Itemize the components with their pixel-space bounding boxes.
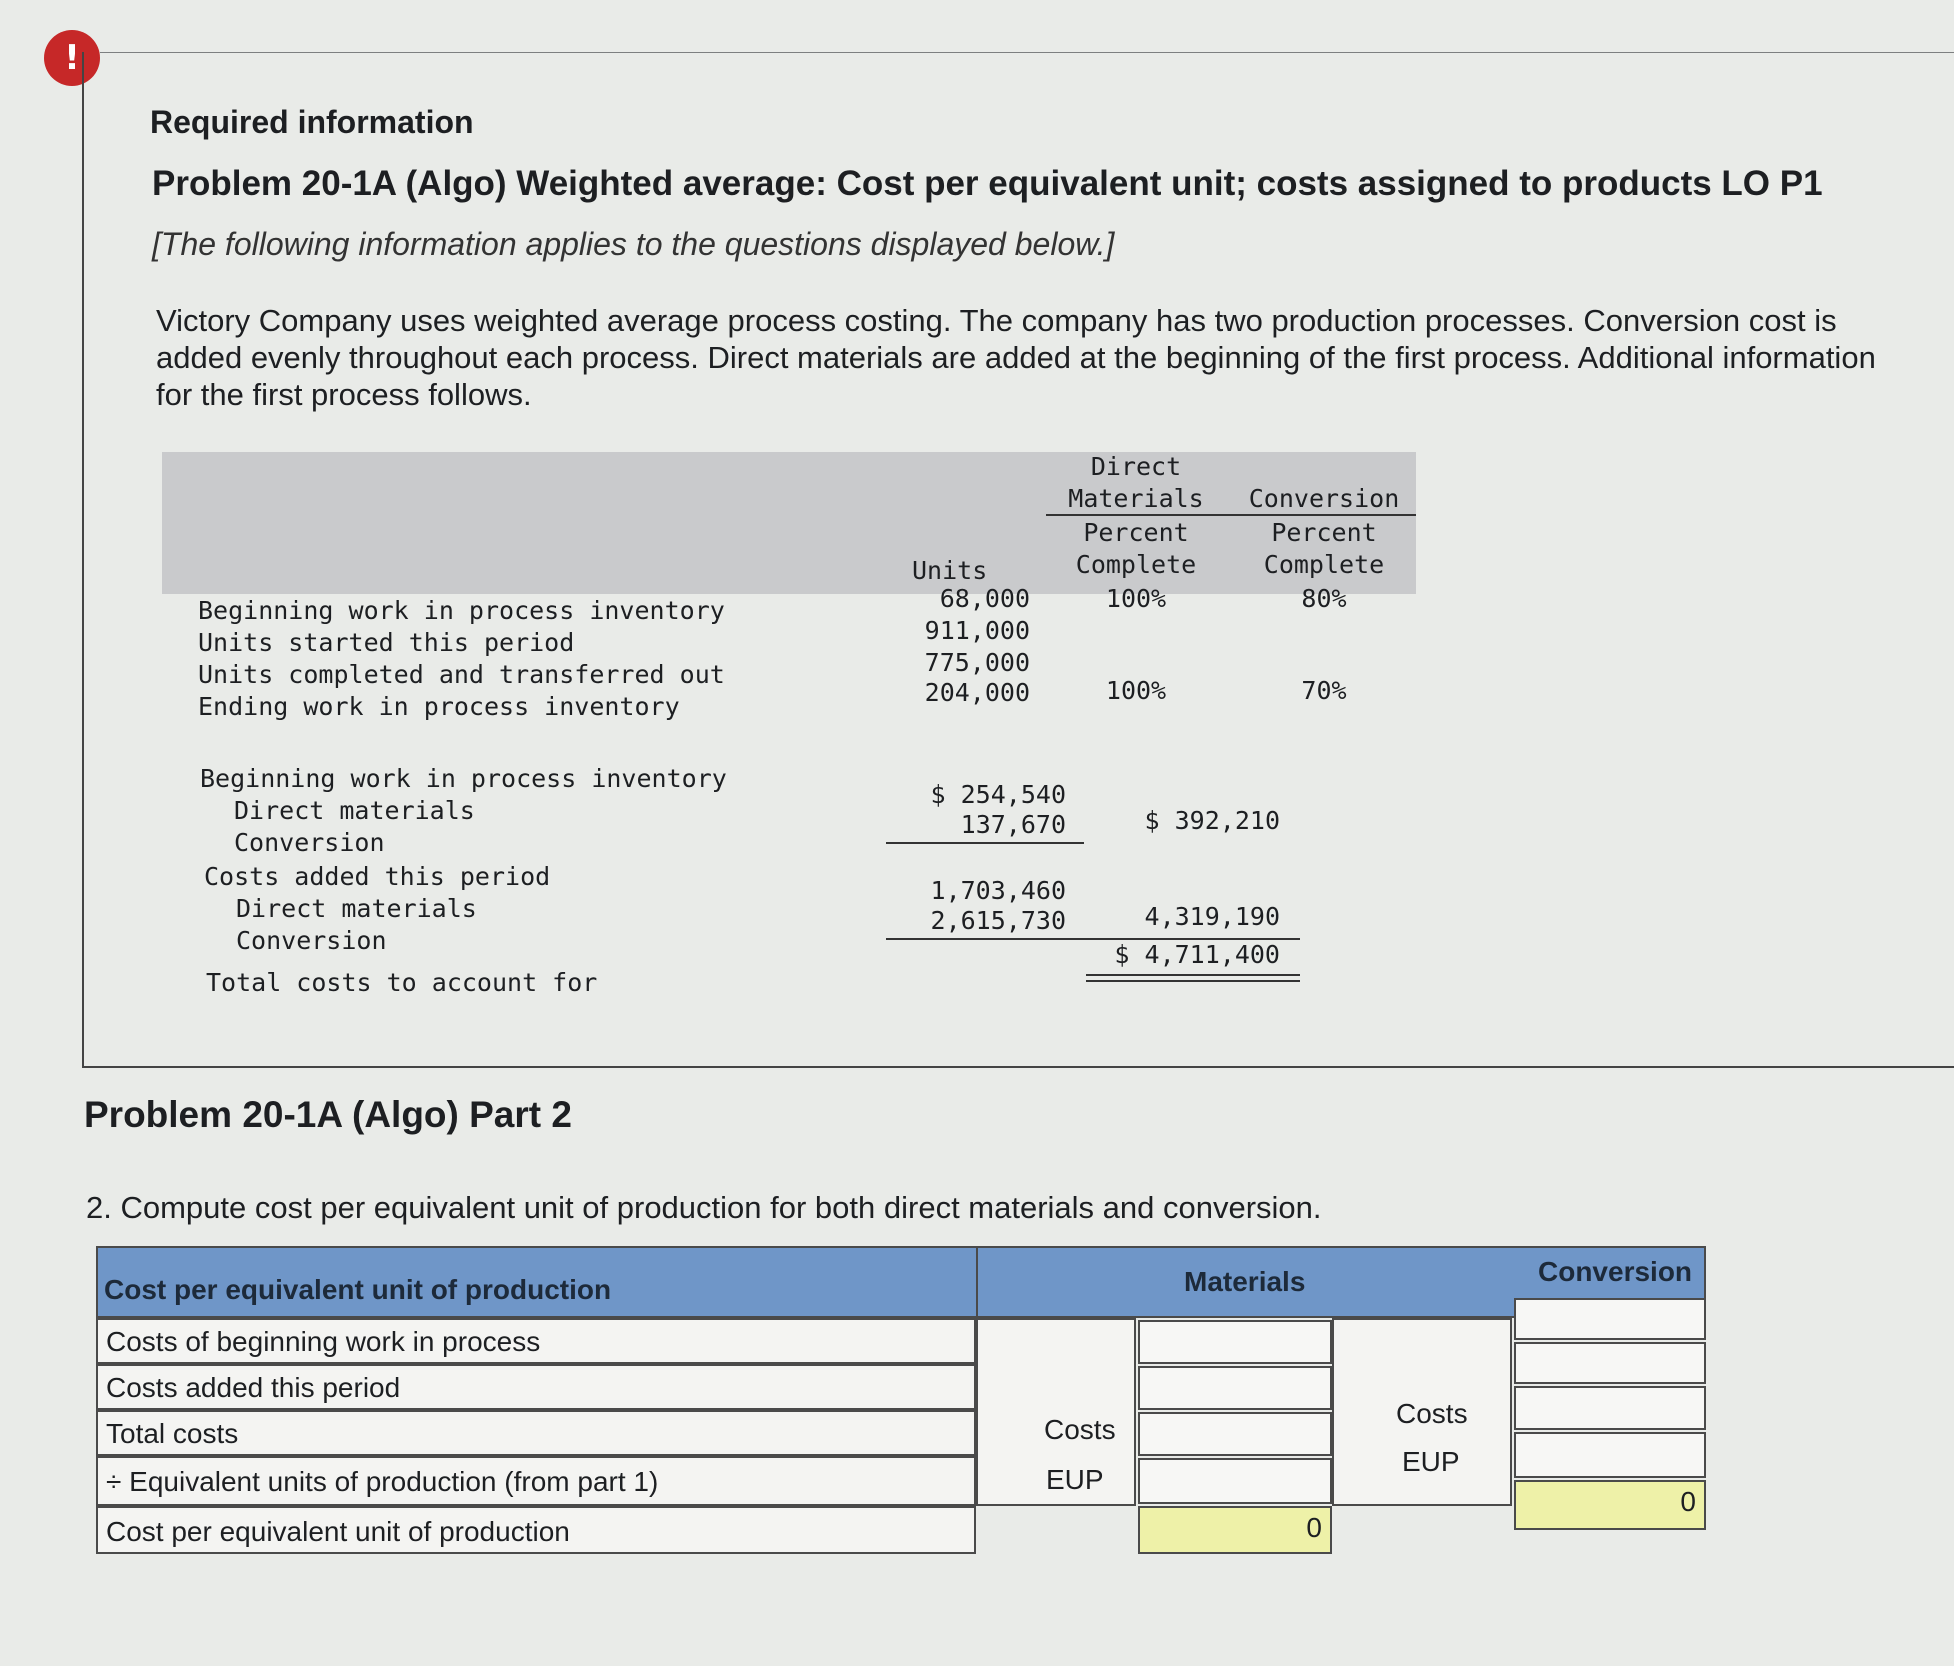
added-total-cost: 4,319,190 <box>1144 902 1280 931</box>
units-row-value: 911,000 <box>924 616 1030 645</box>
units-row-value: 775,000 <box>924 648 1030 677</box>
units-row-label: Ending work in process inventory <box>198 692 680 721</box>
conversion-total-input[interactable] <box>1514 1386 1706 1430</box>
materials-result-value: 0 <box>1306 1512 1322 1543</box>
costs-added-label: Costs added this period <box>204 862 551 891</box>
answer-title-row: Cost per equivalent unit of production <box>104 1274 612 1305</box>
units-row-label: Beginning work in process inventory <box>198 596 725 625</box>
problem-description: Victory Company uses weighted average process costing. The company has two production processes. Conversion cost is added evenly throughout each process. Direct materials are added at the beginning of the first process. Additional information for the first process follows. <box>156 303 1876 412</box>
units-row-dm: 100% <box>1105 584 1167 613</box>
units-table-header-band <box>162 452 1416 594</box>
row-label-cell <box>96 1364 976 1410</box>
grand-total-cost: $ 4,711,400 <box>1114 940 1280 969</box>
beg-wip-label: Beginning work in process inventory <box>200 764 727 793</box>
materials-eup-label: EUP <box>1046 1464 1104 1495</box>
beg-conv-label: Conversion <box>234 828 385 857</box>
answer-table <box>96 1246 1706 1596</box>
conversion-result-cell <box>1514 1480 1706 1530</box>
added-dm-cost: 1,703,460 <box>930 876 1066 905</box>
conversion-added-input[interactable] <box>1514 1342 1706 1384</box>
materials-total-input[interactable] <box>1138 1412 1332 1456</box>
row-label-cell <box>96 1456 976 1506</box>
conv-pct-header-1: Percent <box>1271 518 1377 547</box>
materials-costs-label: Costs <box>1044 1414 1116 1445</box>
beg-total-cost: $ 392,210 <box>1144 806 1280 835</box>
units-row-label: Units started this period <box>198 628 575 657</box>
units-row-conv: 70% <box>1301 676 1347 705</box>
units-row-dm: 100% <box>1105 676 1167 705</box>
units-row-value: 68,000 <box>939 584 1030 613</box>
materials-result-cell <box>1138 1506 1332 1554</box>
problem-title: Problem 20-1A (Algo) Weighted average: Cost per equivalent unit; costs assigned to products LO P1 <box>152 164 1823 203</box>
info-note: [The following information applies to the questions displayed below.] <box>152 226 1115 262</box>
question-text: 2. Compute cost per equivalent unit of production for both direct materials and conversion. <box>86 1190 1322 1225</box>
part-title: Problem 20-1A (Algo) Part 2 <box>84 1094 572 1135</box>
conversion-costs-label: Costs <box>1396 1398 1468 1429</box>
conv-header-top: Conversion <box>1248 484 1400 513</box>
units-row-conv: 80% <box>1301 584 1347 613</box>
added-conv-cost: 2,615,730 <box>930 906 1066 935</box>
alert-icon: ! <box>44 30 100 86</box>
row-label: ÷ Equivalent units of production (from part 1) <box>106 1466 659 1497</box>
conversion-beg-wip-input[interactable] <box>1514 1298 1706 1340</box>
conversion-eup-input[interactable] <box>1514 1432 1706 1478</box>
added-dm-label: Direct materials <box>236 894 477 923</box>
header-underline <box>1046 514 1416 516</box>
required-info-label: Required information <box>150 104 474 140</box>
total-double-line-top <box>1086 974 1300 976</box>
dm-header-mid: Materials <box>1068 484 1204 513</box>
conversion-result-value: 0 <box>1680 1486 1696 1517</box>
units-row-value: 204,000 <box>924 678 1030 707</box>
conv-pct-header-2: Complete <box>1263 550 1385 579</box>
dm-header-top: Direct <box>1090 452 1182 481</box>
materials-beg-wip-input[interactable] <box>1138 1320 1332 1364</box>
row-label-cell <box>96 1506 976 1554</box>
dm-pct-header-2: Complete <box>1075 550 1197 579</box>
row-label: Total costs <box>106 1418 239 1449</box>
row-label-cell <box>96 1410 976 1456</box>
beg-dm-label: Direct materials <box>234 796 475 825</box>
materials-added-input[interactable] <box>1138 1366 1332 1410</box>
beg-conv-cost: 137,670 <box>960 810 1066 839</box>
row-label-cell <box>96 1318 976 1364</box>
beg-dm-cost: $ 254,540 <box>930 780 1066 809</box>
subtotal-line <box>886 842 1084 844</box>
materials-eup-input[interactable] <box>1138 1458 1332 1504</box>
conversion-eup-label: EUP <box>1402 1446 1460 1477</box>
added-conv-label: Conversion <box>236 926 387 955</box>
col-conversion-header: Conversion <box>1538 1256 1693 1287</box>
row-label: Costs of beginning work in process <box>106 1326 541 1357</box>
total-double-line-bottom <box>1086 980 1300 982</box>
dm-pct-header-1: Percent <box>1083 518 1189 547</box>
units-row-label: Units completed and transferred out <box>198 660 725 689</box>
units-header: Units <box>912 556 988 585</box>
row-label: Cost per equivalent unit of production <box>106 1516 570 1547</box>
row-label: Costs added this period <box>106 1372 401 1403</box>
total-costs-label: Total costs to account for <box>206 968 598 997</box>
col-materials-header: Materials <box>1184 1266 1306 1297</box>
